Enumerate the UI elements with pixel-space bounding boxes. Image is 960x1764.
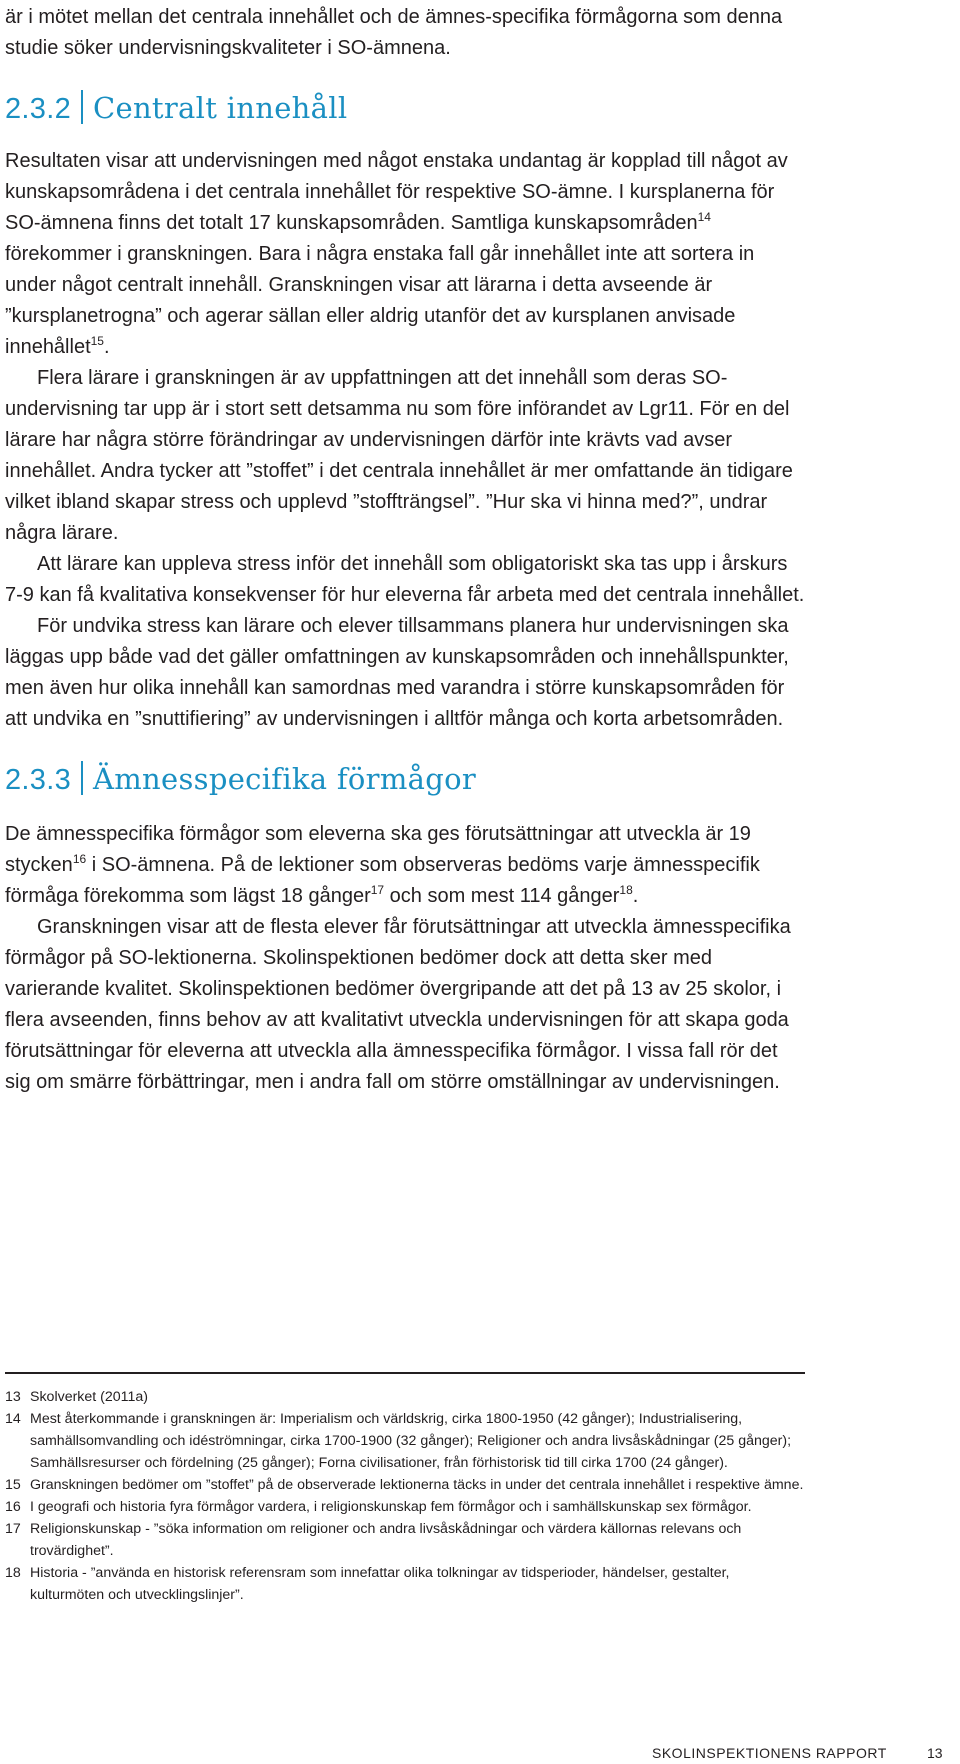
footnote [5,1562,805,1606]
footnote-number: 13 [5,1389,21,1405]
footnote-number: 14 [5,1411,21,1427]
paragraph: För undvika stress kan lärare och elever tillsammans planera hur undervisningen ska läggas upp både vad det gäller omfattningen av kunskapsområden och innehållspunkter, men även hur olika innehåll kan samordnas med varandra i större kunskapsområden för att undvika en ”snuttifiering” av undervisningen i alltför många och korta arbetsområden. [5,615,789,730]
footnote [5,1386,805,1408]
text-run: De ämnesspecifika förmågor som eleverna ska ges förutsättningar att utveckla är 19 stycken [5,823,751,876]
footnote-number: 15 [5,1477,21,1493]
footnote [5,1518,805,1562]
report-title: SKOLINSPEKTIONENS RAPPORT [652,1745,887,1761]
footnote-text: Historia - ”använda en historisk referensram som innefattar olika tolkningar av tidsperioder, händelser, gestalter, kulturmöten och utvecklingslinjer”. [30,1565,730,1603]
section-title: Centralt innehåll [93,91,348,125]
footnote-text: I geografi och historia fyra förmågor vardera, i religionskunskap fem förmågor och i samhällskunskap sex förmågor. [30,1499,752,1515]
footnote-text: Skolverket (2011a) [30,1389,149,1405]
text-run: i SO-ämnena. På de lektioner som observeras bedöms varje ämnesspecifik förmåga förekomma som lägst 18 gånger [5,854,760,907]
footnote-text: Religionskunskap - ”söka information om religioner och andra livsåskådningar och värdera källornas relevans och trovärdighet”. [30,1521,742,1559]
paragraph: Flera lärare i granskningen är av uppfattningen att det innehåll som deras SO-undervisning tar upp är i stort sett detsamma nu som före införandet av Lgr11. För en del lärare har några större förändringar av undervisningen därför inte krävts vad avser innehållet. Andra tycker att ”stoffet” i det centrala innehållet är mer omfattande än tidigare vilket ibland skapar stress och upplevd ”stoffträngsel”. ”Hur ska vi hinna med?”, undrar några lärare. [5,367,793,544]
footnote-ref: 15 [90,334,104,348]
footnotes [5,1372,805,1606]
section-heading-centralt-innehall [5,90,805,126]
section-number: 2.3.2 [5,93,71,125]
heading-divider [81,761,83,795]
heading-divider [81,90,83,124]
page-number: 13 [927,1745,943,1761]
footnote-divider [5,1372,805,1374]
section-number: 2.3.3 [5,764,71,796]
text-run: förekommer i granskningen. Bara i några enstaka fall går innehållet inte att sortera in under något centralt innehåll. Granskningen visar att lärarna i detta avseende är ”kursplanetrogna” och agerar sällan eller aldrig utanför det av kursplanen anvisade innehållet [5,243,755,358]
footnote [5,1474,805,1496]
footnote-text: Granskningen bedömer om ”stoffet” på de observerade lektionerna täcks in under det centrala innehållet i respektive ämne. [30,1477,804,1493]
text-run: . [103,336,110,358]
footnote [5,1496,805,1518]
footnote-ref: 16 [72,852,87,866]
footnote-ref: 17 [370,883,385,897]
intro-paragraph: är i mötet mellan det centrala innehållet och de ämnes-specifika förmågorna som denna studie söker undervisningskvaliteter i SO-ämnena. [5,6,783,59]
page-body [5,0,805,1098]
footnote-ref: 14 [697,210,711,224]
section-heading-amnesspecifika-formagor [5,761,805,797]
text-run: . [632,885,639,907]
text-run: Resultaten visar att undervisningen med något enstaka undantag är kopplad till något av kunskapsområdena i det centrala innehållet för respektive SO-ämne. I kursplanerna för SO-ämnena finns det totalt 17 kunskapsområden. Samtliga kunskapsområden [5,150,788,234]
paragraph [5,819,805,912]
footnote [5,1408,805,1474]
footnote-number: 18 [5,1565,21,1581]
text-run: och som mest 114 gånger [384,885,620,907]
footnote-ref: 18 [619,883,633,897]
footnote-number: 17 [5,1521,21,1537]
paragraph: Att lärare kan uppleva stress inför det innehåll som obligatoriskt ska tas upp i årskurs 7-9 kan få kvalitativa konsekvenser för hur eleverna får arbeta med det centrala innehållet. [5,553,805,606]
paragraph: Granskningen visar att de flesta elever får förutsättningar att utveckla ämnesspecifika förmågor på SO-lektionerna. Skolinspektionen bedömer dock att detta sker med varierande kvalitet. Skolinspektionen bedömer övergripande att det på 13 av 25 skolor, i flera avseenden, finns behov av att kvalitativt utveckla undervisningen för att skapa goda förutsättningar för eleverna att utveckla alla ämnesspecifika förmågor. I vissa fall rör det sig om smärre förbättringar, men i andra fall om större omställningar av undervisningen. [5,916,791,1093]
footnote-number: 16 [5,1499,21,1515]
section-title: Ämnesspecifika förmågor [93,762,477,796]
paragraph [5,146,805,363]
footnote-text: Mest återkommande i granskningen är: Imperialism och världskrig, cirka 1800-1950 (42 gånger); Industrialisering, samhällsomvandling och idéströmningar, cirka 1700-1900 (32 gånger); Religioner och andra livsåskådningar (25 gånger); Samhällsresurser och fördelning (25 gånger); Forna civilisationer, från förhistorisk tid till cirka 1700 (24 gånger). [30,1411,792,1471]
